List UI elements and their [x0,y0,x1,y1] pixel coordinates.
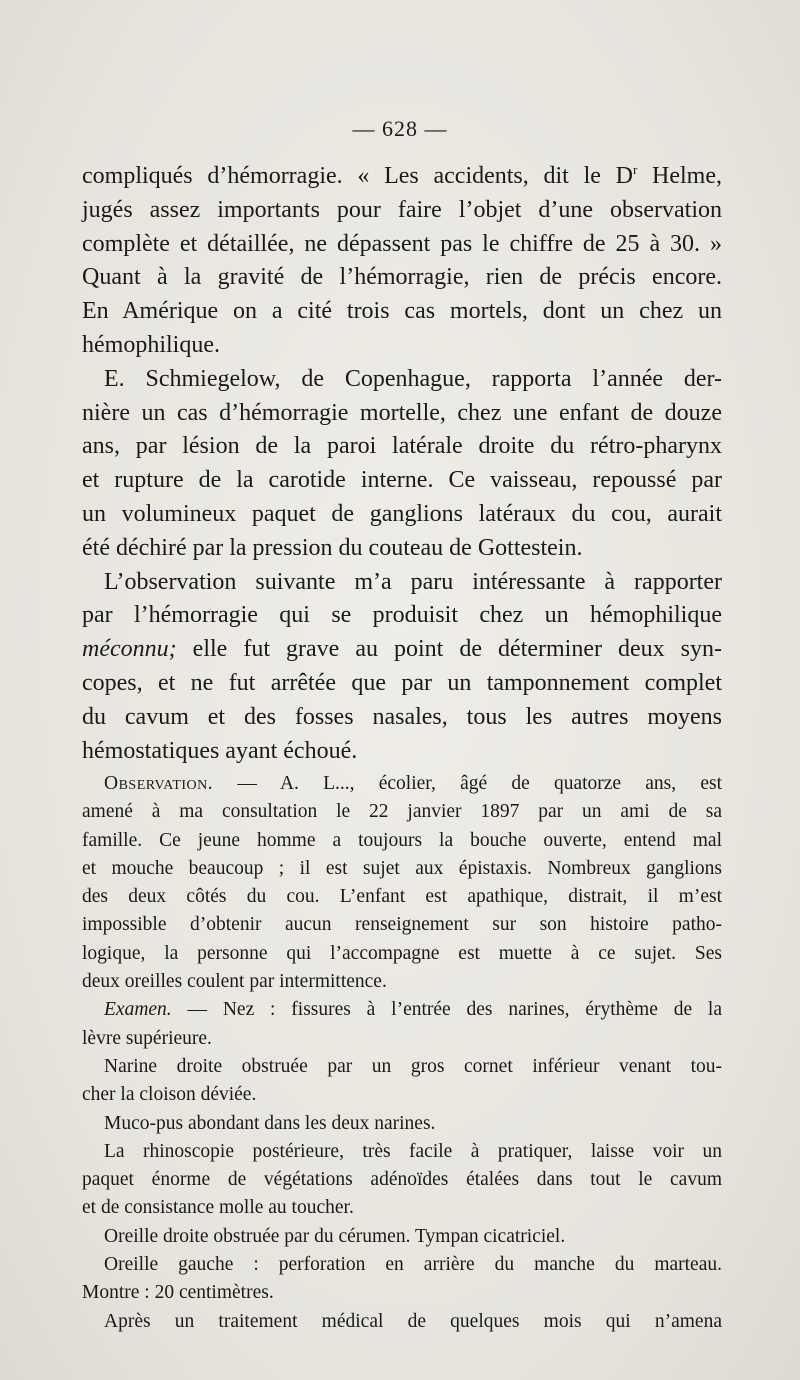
oreille-gauche-paragraph [82,1251,722,1308]
text-line [82,996,722,1024]
text-line-part: — A. L..., écolier, âgé de quatorze ans, est [213,773,722,794]
examen-label: Examen. [104,999,172,1021]
paragraph-2 [82,363,722,566]
text-line: jugés assez importants pour faire l’objet d’une observation [82,196,722,223]
text-line: hémostatiques ayant échoué. [82,737,358,764]
text-line: impossible d’obtenir aucun renseignement sur son histoire patho- [82,914,722,936]
text-line-part: compliqués d’hémorragie. « Les accidents, dit le D [82,163,633,189]
text-line: et rupture de la carotide interne. Ce vaisseau, repoussé par [82,467,722,494]
text-line: complète et détaillée, ne dépassent pas le chiffre de 25 à 30. » [82,230,722,257]
text-line: famille. Ce jeune homme a toujours la bouche ouverte, entend mal [82,829,722,851]
text-line: du cavum et des fosses nasales, tous les autres moyens [82,703,722,730]
text-line: Muco-pus abondant dans les deux narines. [104,1112,436,1134]
text-line: La rhinoscopie postérieure, très facile à pratiquer, laisse voir un [104,1140,722,1162]
text-line: Après un traitement médical de quelques mois qui n’amena [104,1310,722,1332]
text-line: En Amérique on a cité trois cas mortels, dont un chez un [82,298,722,325]
text-line: L’observation suivante m’a paru intéressante à rapporter [104,568,722,595]
observation-heading: Observation. [104,773,214,794]
text-line [82,633,722,667]
text-line [82,770,722,798]
muco-paragraph [82,1110,722,1138]
text-line: Oreille droite obstruée par du cérumen. Tympan cicatriciel. [104,1225,566,1247]
text-line: cher la cloison déviée. [82,1084,257,1106]
italic-word: méconnu; [82,636,177,663]
observation-paragraph [82,770,722,996]
superscript: r [632,162,638,177]
paragraph-3 [82,566,722,769]
apres-paragraph [82,1308,722,1336]
text-line: Montre : 20 centimètres. [82,1282,274,1304]
text-line: E. Schmiegelow, de Copenhague, rapporta l’année der- [104,365,722,392]
text-line-part: — Nez : fissures à l’entrée des narines, érythème de la [171,999,722,1021]
text-line: amené à ma consultation le 22 janvier 1897 par un ami de sa [82,801,722,823]
text-line: par l’hémorragie qui se produisit chez un hémophilique [82,602,722,629]
text-line: été déchiré par la pression du couteau de Gottestein. [82,534,583,561]
narine-paragraph [82,1053,722,1110]
text-line: paquet énorme de végétations adénoïdes étalées dans tout le cavum [82,1169,722,1191]
text-line: des deux côtés du cou. L’enfant est apathique, distrait, il m’est [82,886,722,908]
text-line-part: elle fut grave au point de déterminer deux syn- [176,636,722,663]
text-line: logique, la personne qui l’accompagne est muette à ce sujet. Ses [82,942,722,964]
text-line: Oreille gauche : perforation en arrière du manche du marteau. [104,1254,722,1276]
text-line-part: Helme, [637,163,722,189]
main-text [82,160,722,768]
text-line: lèvre supérieure. [82,1027,212,1049]
text-line: copes, et ne fut arrêtée que par un tamponnement complet [82,669,722,696]
text-line [82,160,722,194]
paragraph-1 [82,160,722,363]
text-line: ans, par lésion de la paroi latérale droite du rétro-pharynx [82,433,722,460]
text-line: nière un cas d’hémorragie mortelle, chez une enfant de douze [82,399,722,426]
text-line: Narine droite obstruée par un gros cornet inférieur venant tou- [104,1055,722,1077]
rhino-paragraph [82,1138,722,1223]
observation-section [82,770,722,1336]
text-line: et mouche beaucoup ; il est sujet aux épistaxis. Nombreux ganglions [82,857,722,879]
text-line: Quant à la gravité de l’hémorragie, rien de précis encore. [82,264,722,291]
page-number: — 628 — [352,116,448,141]
examen-paragraph [82,996,722,1053]
text-line: et de consistance molle au toucher. [82,1197,354,1219]
text-line: un volumineux paquet de ganglions latéraux du cou, aurait [82,500,722,527]
text-line: hémophilique. [82,331,220,358]
oreille-droite-paragraph [82,1223,722,1251]
text-line: deux oreilles coulent par intermittence. [82,971,387,993]
